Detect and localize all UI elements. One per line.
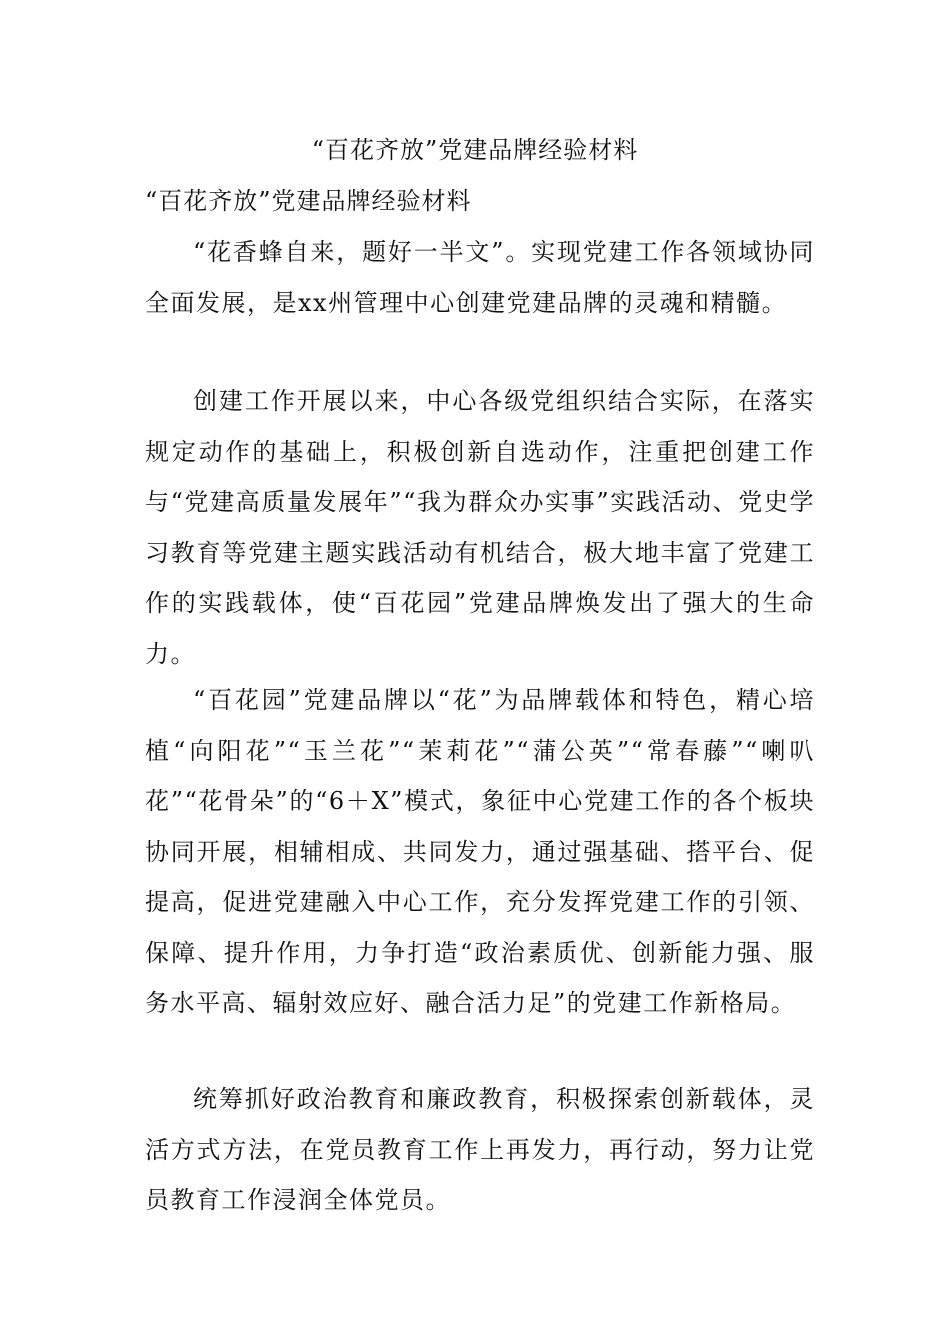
document-subtitle: “百花齐放”党建品牌经验材料 (145, 187, 472, 215)
paragraph-1: “花香蜂自来，题好一半文”。实现党建工作各领域协同全面发展，是xx州管理中心创建党建品牌的灵魂和精髓。 (145, 238, 815, 317)
document-title: “百花齐放”党建品牌经验材料 (311, 136, 639, 164)
paragraph-2: 创建工作开展以来，中心各级党组织结合实际，在落实规定动作的基础上，积极创新自选动作，注重把创建工作与“党建高质量发展年”“我为群众办实事”实践活动、党史学习教育等党建主题实践活动有机结合，极大地丰富了党建工作的实践载体，使“百花园”党建品牌焕发出了强大的生命力。 (145, 387, 815, 668)
paragraph-3: “百花园”党建品牌以“花”为品牌载体和特色，精心培植“向阳花”“玉兰花”“茉莉花”“蒲公英”“常春藤”“喇叭花”“花骨朵”的“6＋X”模式，象征中心党建工作的各个板块协同开展，相辅相成、共同发力，通过强基础、搭平台、促提高，促进党建融入中心工作，充分发挥党建工作的引领、保障、提升作用，力争打造“政治素质优、创新能力强、服务水平高、辐射效应好、融合活力足”的党建工作新格局。 (145, 686, 815, 1017)
paragraph-4: 统筹抓好政治教育和廉政教育，积极探索创新载体，灵活方式方法，在党员教育工作上再发力，再行动，努力让党员教育工作浸润全体党员。 (145, 1085, 815, 1214)
